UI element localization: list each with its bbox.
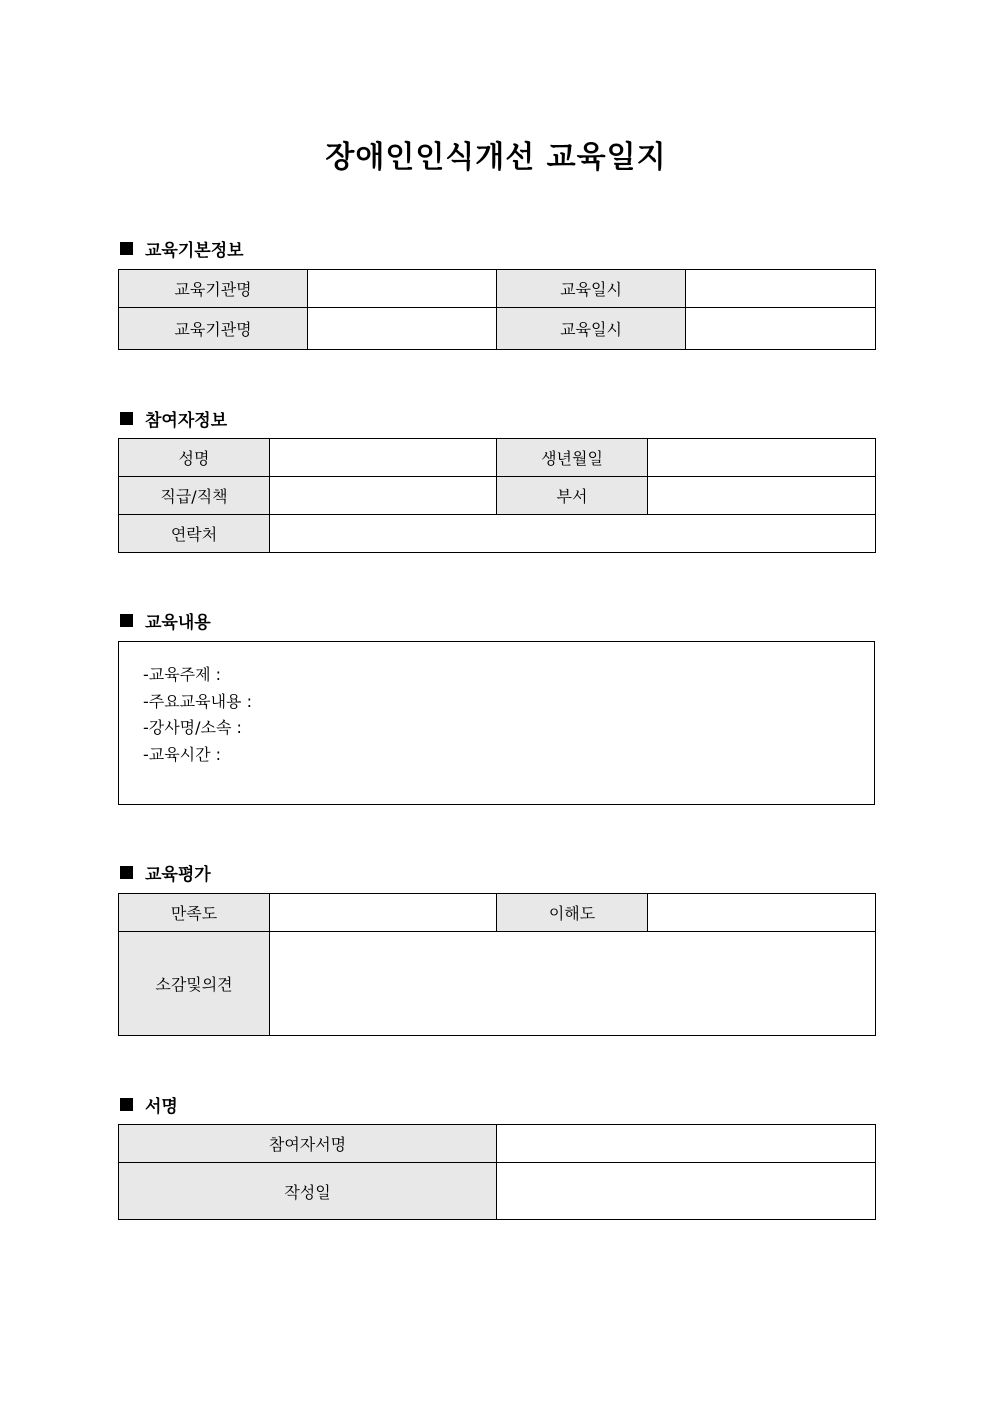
position-label: 직급/직책 [119,477,270,515]
document-title: 장애인인식개선 교육일지 [325,140,667,175]
section-heading-label: 서명 [145,1097,178,1117]
edu-datetime-label: 교육일시 [497,308,686,350]
birthdate-field[interactable] [648,439,876,477]
contact-label: 연락처 [119,515,270,553]
square-bullet-icon [120,1098,133,1111]
section-heading-signature [120,1092,178,1117]
table-row [119,932,876,1036]
content-line-time: -교육시간 : [143,744,222,764]
date-written-label: 작성일 [119,1163,497,1220]
signer-field[interactable] [497,1125,876,1163]
section-heading-label: 교육내용 [145,613,211,633]
education-content-box[interactable] [118,641,875,805]
section-heading-label: 참여자정보 [145,411,228,431]
understanding-field[interactable] [648,894,876,932]
satisfaction-field[interactable] [270,894,497,932]
department-field[interactable] [648,477,876,515]
name-label: 성명 [119,439,270,477]
table-row [119,1125,876,1163]
org-name-label: 교육기관명 [119,308,308,350]
content-line-instructor: -강사명/소속 : [143,718,242,737]
birthdate-label: 생년월일 [497,439,648,477]
basic-info-table [118,269,876,350]
table-row [119,894,876,932]
edu-datetime-field[interactable] [686,270,876,308]
square-bullet-icon [120,242,133,255]
opinion-field[interactable] [270,932,876,1036]
date-written-field[interactable] [497,1163,876,1220]
org-name-field[interactable] [308,270,497,308]
signature-table [118,1124,876,1220]
section-heading-participant [120,406,227,431]
square-bullet-icon [120,866,133,879]
table-row [119,477,876,515]
section-heading-label: 교육평가 [145,865,211,885]
section-heading-basic-info [120,236,244,261]
table-row [119,1163,876,1220]
department-label: 부서 [497,477,648,515]
content-line-topic: -교육주제 : [143,665,222,684]
table-row [119,308,876,350]
satisfaction-label: 만족도 [119,894,270,932]
edu-datetime-field[interactable] [686,308,876,350]
opinion-label: 소감및의견 [119,932,270,1036]
table-row [119,515,876,553]
content-line-main: -주요교육내용 : [143,691,252,711]
section-heading-evaluation [120,860,211,885]
org-name-label: 교육기관명 [119,270,308,308]
square-bullet-icon [120,614,133,627]
org-name-field[interactable] [308,308,497,350]
evaluation-table [118,893,876,1036]
square-bullet-icon [120,412,133,425]
edu-datetime-label: 교육일시 [497,270,686,308]
understanding-label: 이해도 [497,894,648,932]
table-row [119,270,876,308]
contact-field[interactable] [270,515,876,553]
section-heading-content [120,608,211,633]
table-row [119,439,876,477]
participant-table [118,438,876,553]
position-field[interactable] [270,477,497,515]
section-heading-label: 교육기본정보 [145,241,244,261]
signer-label: 참여자서명 [119,1125,497,1163]
name-field[interactable] [270,439,497,477]
